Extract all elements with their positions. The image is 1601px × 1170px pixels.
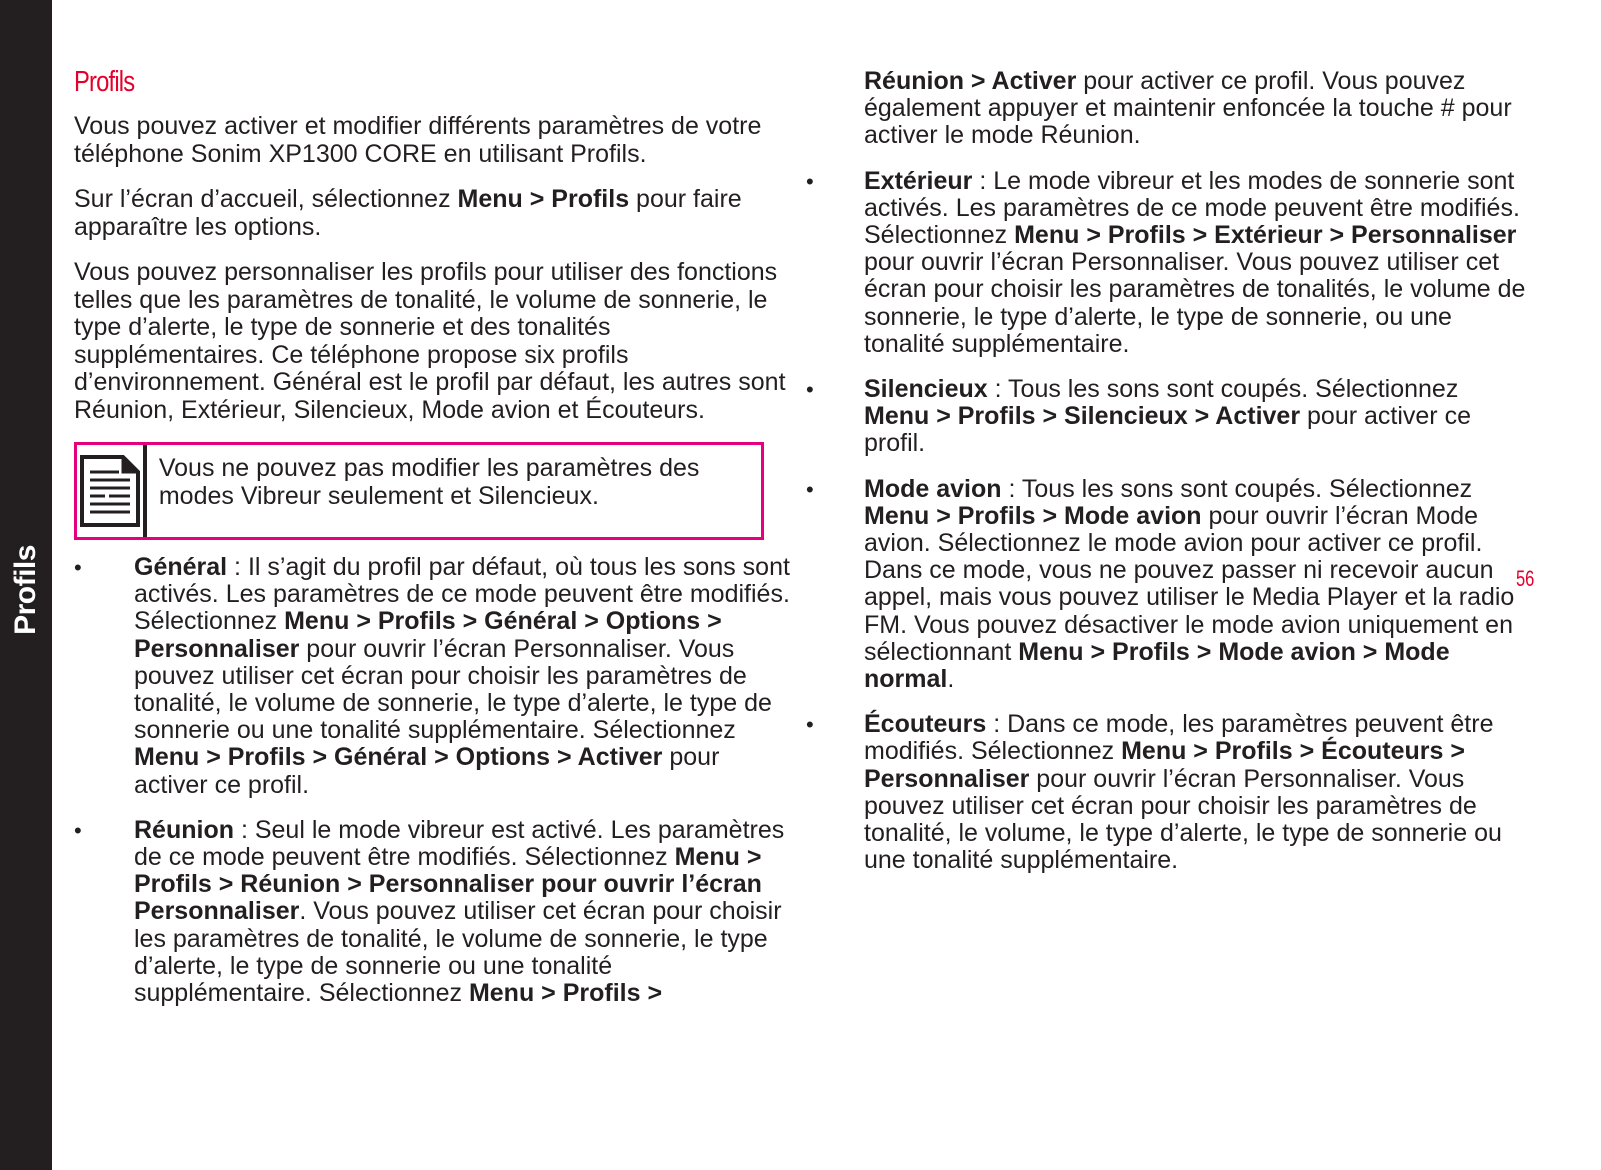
bold-text: Silencieux [864, 375, 988, 404]
bold-text: Menu > Profils > Écouteurs > Personnaliser [864, 737, 1465, 793]
text-run: . Vous pouvez utiliser cet écran pour choisir les paramètres de tonalité, le volume de sonnerie, le type d’alerte, le type de sonnerie ou une tonalité supplémentaire. Sélectionnez [134, 897, 782, 1008]
text-run: : Il s’agit du profil par défaut, où tous les sons sont activés. Les paramètres de ce mode peuvent être modifiés. Sélectionnez [134, 553, 790, 636]
list-item [806, 710, 1528, 875]
text-run: : Seul le mode vibreur est activé. Les paramètres de ce mode peuvent être modifiés. Sélectionnez [134, 815, 785, 872]
side-section-tab [0, 0, 52, 1170]
bold-text: Mode avion [864, 474, 1002, 503]
bullet-dot: • [74, 817, 82, 843]
bullet-dot: • [806, 476, 814, 502]
left-bullet-list [74, 554, 790, 1007]
page-heading: Profils [74, 66, 135, 98]
bullet-dot: • [806, 168, 814, 194]
bold-text: Menu > Profils > Silencieux > Activer [864, 402, 1301, 431]
list-item [74, 817, 790, 1007]
note-text: Vous ne pouvez pas modifier les paramètres des modes Vibreur seulement et Silencieux. [158, 454, 700, 510]
intro-paragraph-3 [74, 259, 790, 424]
bold-text: Menu > Profils > Général > Options > Personnaliser [134, 607, 722, 663]
bold-text: Extérieur [864, 166, 973, 195]
bold-text: Menu > Profils > Mode avion [864, 501, 1202, 530]
bold-text: Menu > Profils > Mode avion > Mode normal [864, 637, 1450, 694]
list-item [806, 474, 1528, 694]
bold-text: Menu > Profils > Extérieur > Personnaliser [1014, 221, 1517, 250]
note-icon-cell [77, 445, 147, 537]
text-run: pour activer ce profil. [864, 402, 1471, 458]
bold-text: Réunion [134, 815, 234, 844]
side-section-label: Profils [9, 545, 42, 635]
list-item-text [864, 710, 1502, 874]
left-column [74, 66, 790, 1025]
list-item-continuation [828, 68, 1528, 150]
bullet-dot: • [74, 555, 82, 580]
right-column [806, 67, 1528, 892]
bold-text: Menu > Profils > [468, 979, 663, 1008]
bold-text: Menu > Profils > Général > Options > Activer [134, 743, 663, 772]
text-run: pour ouvrir l’écran Personnaliser. Vous pouvez utiliser cet écran pour choisir les paramètres de tonalités, le volume de sonnerie, le type d’alerte, le type de sonnerie, ou une tonalité supplémentaire. [864, 248, 1526, 358]
text-run: pour ouvrir l’écran Mode avion. Sélectionnez le mode avion pour activer ce profil. Dans ce mode, vous ne pouvez passer ni recevoir aucun appel, mais vous pouvez utiliser le Media Player et la radio FM. Vous pouvez désactiver le mode avion uniquement en sélectionnant [864, 501, 1515, 666]
bold-text: Général [134, 553, 228, 581]
page-number: 56 [1516, 566, 1535, 591]
bullet-dot: • [806, 712, 814, 738]
text-run: Sur l’écran d’accueil, sélectionnez [74, 185, 458, 213]
text-run: pour activer ce profil. Vous pouvez également appuyer et maintenir enfoncée la touche # pour activer le mode Réunion. [864, 67, 1512, 150]
list-item-text [134, 553, 790, 799]
list-item-text [864, 167, 1525, 358]
bold-text: Écouteurs [864, 710, 987, 739]
right-bullet-list [806, 67, 1528, 875]
text-run: : Tous les sons sont coupés. Sélectionnez [987, 375, 1459, 404]
note-document-icon [79, 454, 141, 528]
bullet-dot: • [806, 377, 814, 403]
text-run: pour activer ce profil. [134, 743, 720, 799]
bold-text: Menu > Profils [457, 185, 630, 213]
text-run: pour faire apparaître les options. [74, 185, 742, 241]
text-run: Vous pouvez personnaliser les profils pour utiliser des fonctions telles que les paramètres de tonalité, le volume de sonnerie, le type d’alerte, le type de sonnerie et des tonalités supplémentaires. Ce téléphone propose six profils d’environnement. Général est le profil par défaut, les autres sont Réunion, Extérieur, Silencieux, Mode avion et Écouteurs. [74, 258, 786, 424]
list-item-text [864, 475, 1514, 693]
intro-paragraph-1 [74, 113, 790, 168]
list-item [806, 375, 1528, 458]
list-item [74, 554, 790, 799]
intro-paragraph-2 [74, 186, 790, 241]
note-box [74, 442, 764, 540]
text-run: . [947, 665, 955, 694]
text-run: pour ouvrir l’écran Personnaliser. Vous pouvez utiliser cet écran pour choisir les paramètres de tonalité, le volume, le type d’alerte, le type de sonnerie ou une tonalité supplémentaire. [864, 764, 1502, 875]
list-item-text [864, 375, 1471, 457]
text-run: : Le mode vibreur et les modes de sonnerie sont activés. Les paramètres de ce mode peuvent être modifiés. Sélectionnez [864, 166, 1520, 250]
list-item-text [134, 816, 784, 1007]
text-run: Vous pouvez activer et modifier différents paramètres de votre téléphone Sonim XP1300 CORE en utilisant Profils. [74, 112, 762, 168]
text-run: : Dans ce mode, les paramètres peuvent être modifiés. Sélectionnez [864, 710, 1494, 766]
text-run: pour ouvrir l’écran Personnaliser. Vous pouvez utiliser cet écran pour choisir les paramètres de tonalité, le volume de sonnerie, le type d’alerte, le type de sonnerie ou une tonalité supplémentaire. Sélectionnez [134, 634, 772, 745]
list-item-text [864, 67, 1512, 149]
bold-text: Réunion > Activer [864, 67, 1077, 95]
bold-text: Menu > Profils > Réunion > Personnaliser pour ouvrir l’écran Personnaliser [134, 843, 762, 926]
list-item [806, 166, 1528, 358]
text-run: : Tous les sons sont coupés. Sélectionnez [1001, 474, 1473, 503]
